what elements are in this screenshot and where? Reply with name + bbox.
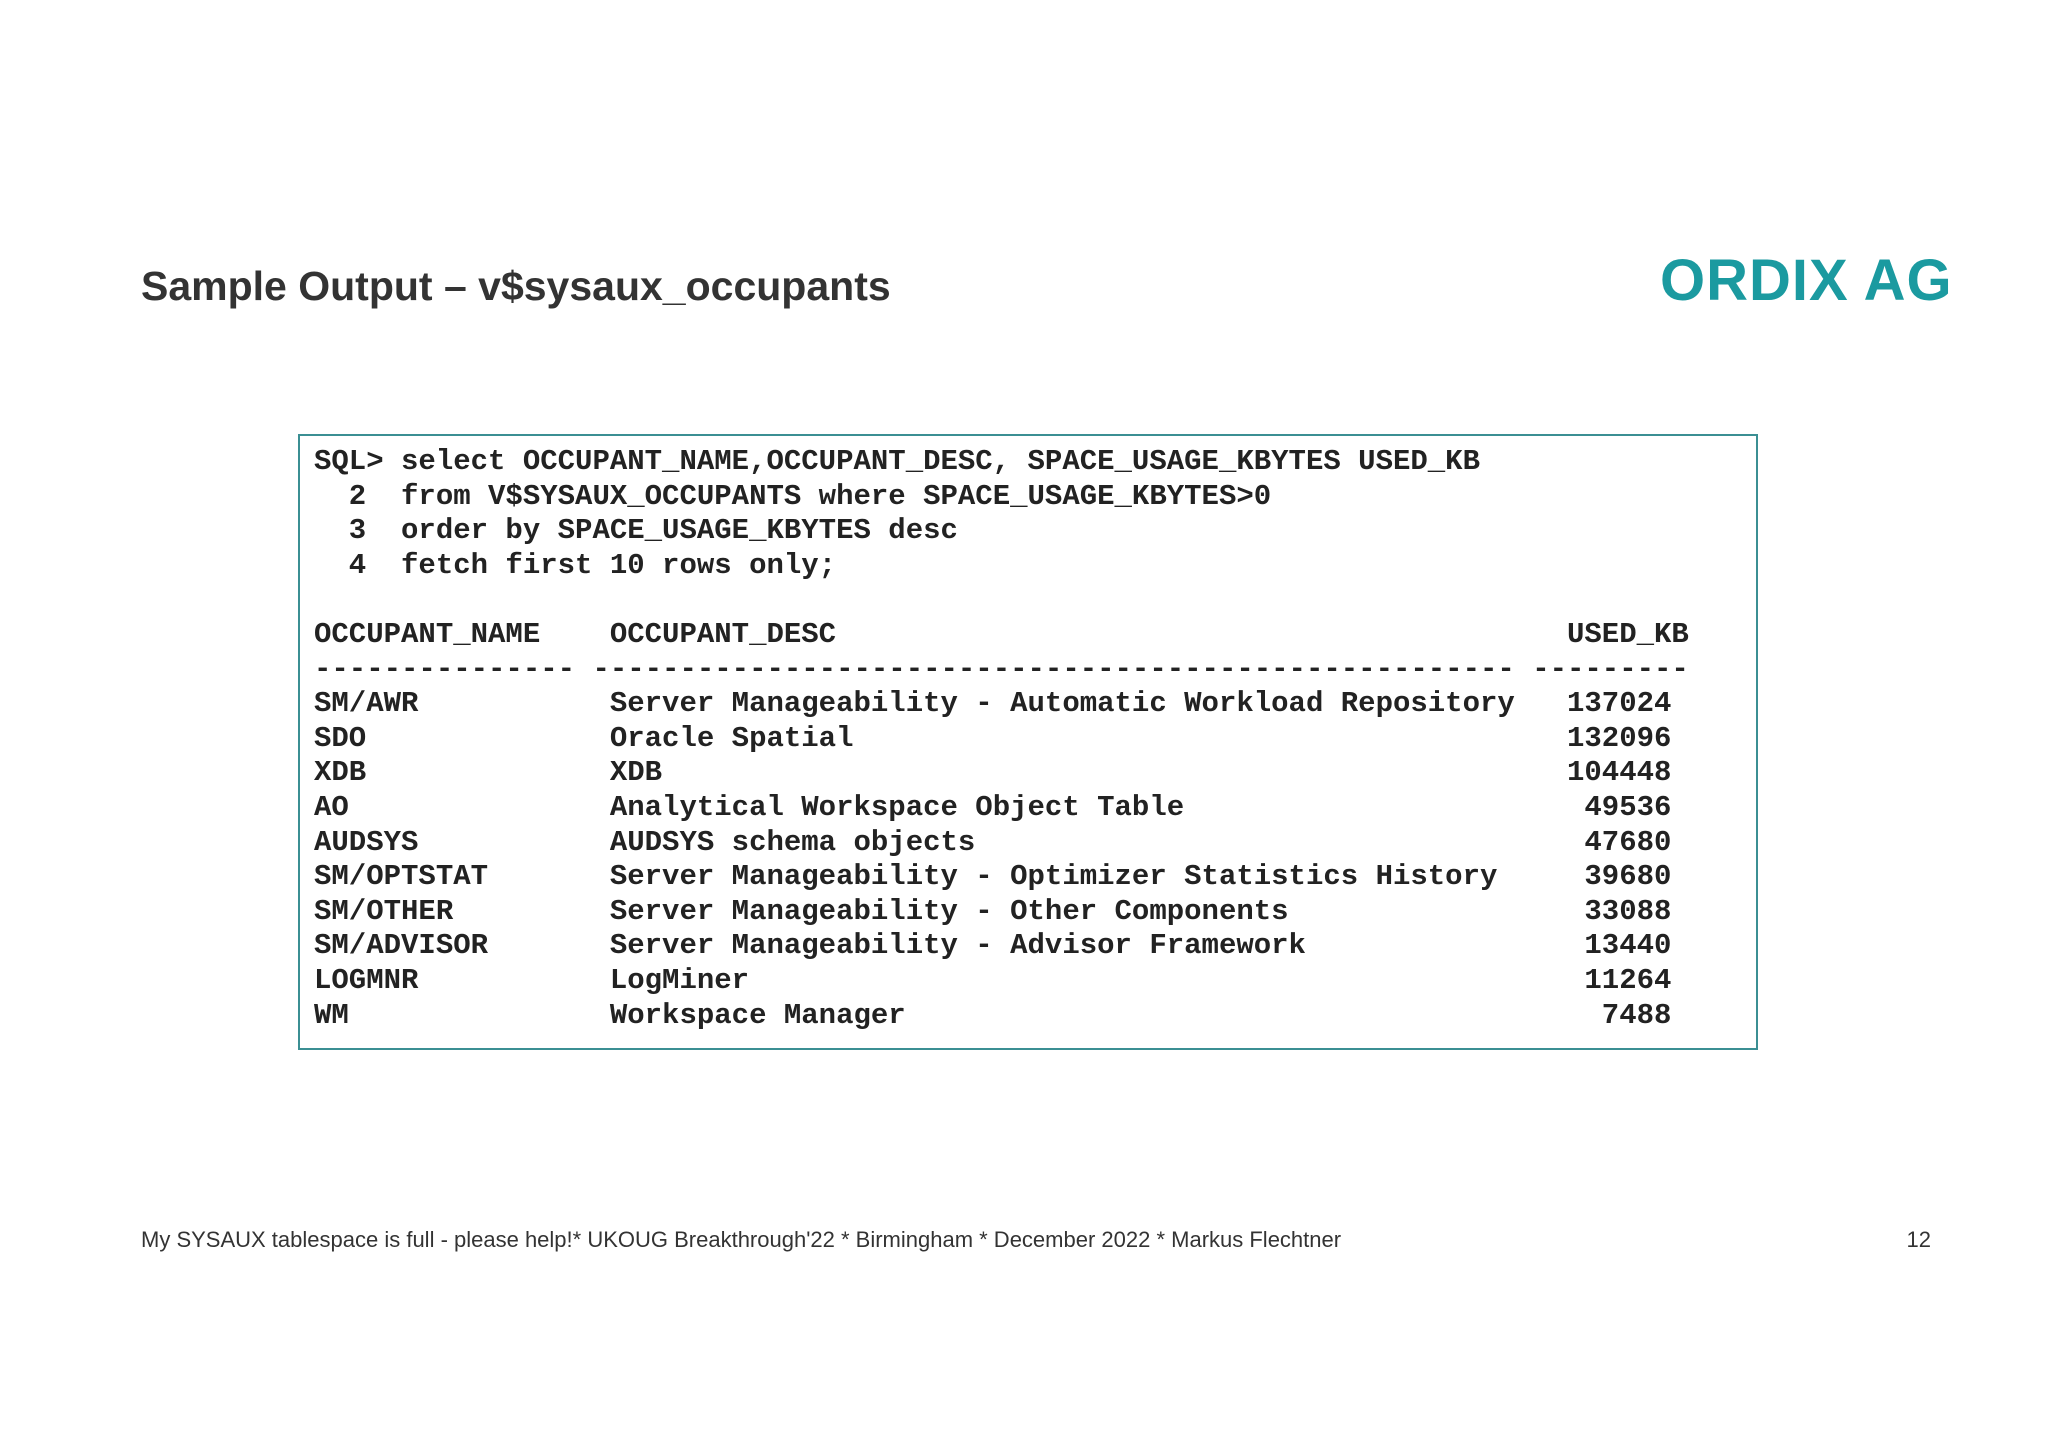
result-row: AO Analytical Workspace Object Table 49536 (314, 790, 1672, 824)
result-row: SM/AWR Server Manageability - Automatic Workload Repository 137024 (314, 687, 1672, 721)
page-number: 12 (1906, 1227, 1931, 1252)
sql-output-box (298, 434, 1758, 1050)
result-header: OCCUPANT_NAME OCCUPANT_DESC USED_KB (314, 617, 1689, 651)
sql-query-line: SQL> select OCCUPANT_NAME,OCCUPANT_DESC, SPACE_USAGE_KBYTES USED_KB (314, 445, 1480, 478)
sql-query-line: 2 from V$SYSAUX_OCCUPANTS where SPACE_USAGE_KBYTES>0 (314, 479, 1272, 513)
blank-line (314, 583, 1756, 618)
result-row: XDB XDB 104448 (314, 756, 1672, 790)
result-row: SM/OPTSTAT Server Manageability - Optimizer Statistics History 39680 (314, 860, 1672, 894)
slide-title: Sample Output – v$sysaux_occupants (141, 263, 891, 309)
result-row: SM/ADVISOR Server Manageability - Advisor Framework 13440 (314, 929, 1672, 963)
result-separator: --------------- ----------------------------------------------------- --------- (314, 652, 1689, 686)
company-logo: ORDIX AG (1660, 248, 1953, 313)
result-row: WM Workspace Manager 7488 (314, 998, 1672, 1032)
footer-text: My SYSAUX tablespace is full - please help!* UKOUG Breakthrough'22 * Birmingham * December 2022 * Markus Flechtner (141, 1227, 1342, 1252)
result-row: LOGMNR LogMiner 11264 (314, 963, 1672, 997)
result-row: AUDSYS AUDSYS schema objects 47680 (314, 825, 1672, 859)
result-row: SDO Oracle Spatial 132096 (314, 721, 1672, 755)
result-row: SM/OTHER Server Manageability - Other Components 33088 (314, 894, 1672, 928)
sql-query-line: 3 order by SPACE_USAGE_KBYTES desc (314, 514, 958, 548)
sql-query-line: 4 fetch first 10 rows only; (314, 548, 837, 582)
